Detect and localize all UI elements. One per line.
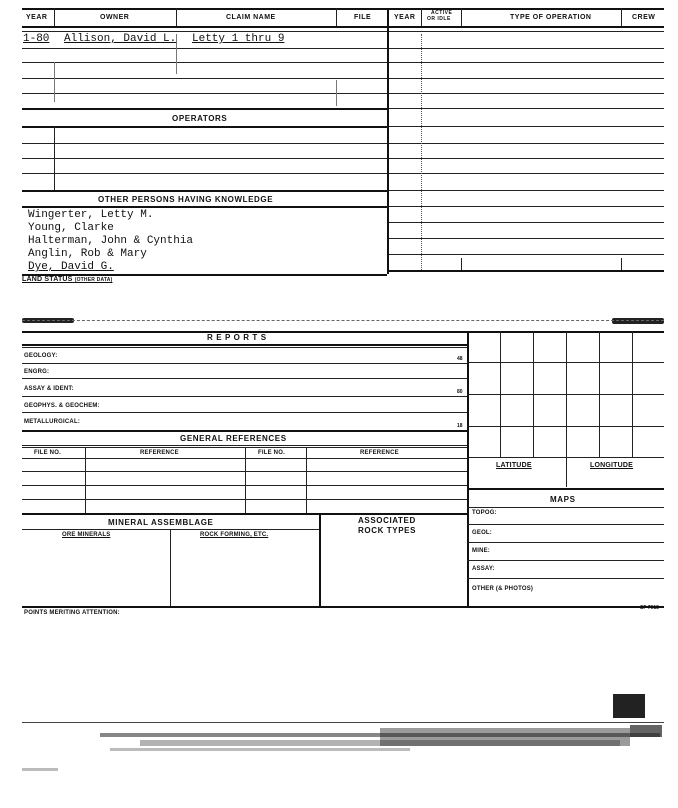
map-geol: GEOL: — [472, 530, 492, 536]
report-metallurgical: METALLURGICAL: — [24, 419, 81, 425]
map-mine: MINE: — [472, 548, 490, 554]
points-meriting-attention: POINTS MERITING ATTENTION: — [24, 610, 120, 616]
header-file: FILE — [354, 14, 372, 21]
general-references-title: GENERAL REFERENCES — [180, 434, 287, 443]
ref-header-file-2: FILE NO. — [258, 450, 285, 456]
list-item: Dye, David G. — [28, 261, 114, 273]
header-type-of-operation: TYPE OF OPERATION — [510, 14, 592, 21]
report-assay: ASSAY & IDENT: — [24, 386, 74, 392]
list-item: Halterman, John & Cynthia — [28, 235, 194, 247]
assoc-rock-2: ROCK TYPES — [358, 526, 417, 535]
assoc-rock-1: ASSOCIATED — [358, 516, 416, 525]
report-num-48: 48 — [457, 356, 463, 362]
form-code: SF 7018 — [640, 605, 659, 611]
reports-title: R E P O R T S — [207, 333, 267, 342]
others-title: OTHER PERSONS HAVING KNOWLEDGE — [98, 195, 274, 204]
header-claim-name: CLAIM NAME — [226, 14, 276, 21]
rock-forming: ROCK FORMING, ETC. — [200, 532, 269, 538]
report-geology: GEOLOGY: — [24, 353, 58, 359]
list-item: Anglin, Rob & Mary — [28, 248, 147, 260]
header-active-2: OR IDLE — [427, 16, 451, 22]
header-year-2: YEAR — [394, 14, 416, 21]
report-num-80: 80 — [457, 389, 463, 395]
land-status-label — [22, 276, 112, 283]
header-active-1: ACTIVE — [431, 10, 453, 16]
map-assay: ASSAY: — [472, 566, 495, 572]
scan-bar-right — [612, 318, 664, 324]
header-owner: OWNER — [100, 14, 130, 21]
ref-header-reference-2: REFERENCE — [360, 450, 399, 456]
report-geophys: GEOPHYS. & GEOCHEM: — [24, 403, 100, 409]
report-engrg: ENGRG: — [24, 369, 50, 375]
ref-header-file-1: FILE NO. — [34, 450, 61, 456]
list-item: Young, Clarke — [28, 222, 114, 234]
header-year: YEAR — [26, 14, 48, 21]
entry-claim: Letty 1 thru 9 — [192, 33, 285, 45]
mineral-title: MINERAL ASSEMBLAGE — [108, 518, 214, 527]
list-item: Wingerter, Letty M. — [28, 209, 154, 221]
maps-title: MAPS — [550, 495, 576, 504]
entry-year: 1-80 — [23, 33, 50, 45]
longitude-label: LONGITUDE — [590, 462, 634, 469]
latitude-label: LATITUDE — [496, 462, 532, 469]
land-status-sub: (OTHER DATA) — [74, 277, 113, 283]
header-crew: CREW — [632, 14, 656, 21]
map-other: OTHER (& PHOTOS) — [472, 586, 534, 592]
ore-minerals: ORE MINERALS — [62, 532, 111, 538]
operators-title: OPERATORS — [172, 114, 228, 123]
ref-header-reference-1: REFERENCE — [140, 450, 179, 456]
map-topog: TOPOG: — [472, 510, 497, 516]
report-num-18: 18 — [457, 423, 463, 429]
entry-owner: Allison, David L. — [64, 33, 177, 45]
land-status-text: LAND STATUS — [22, 276, 73, 283]
